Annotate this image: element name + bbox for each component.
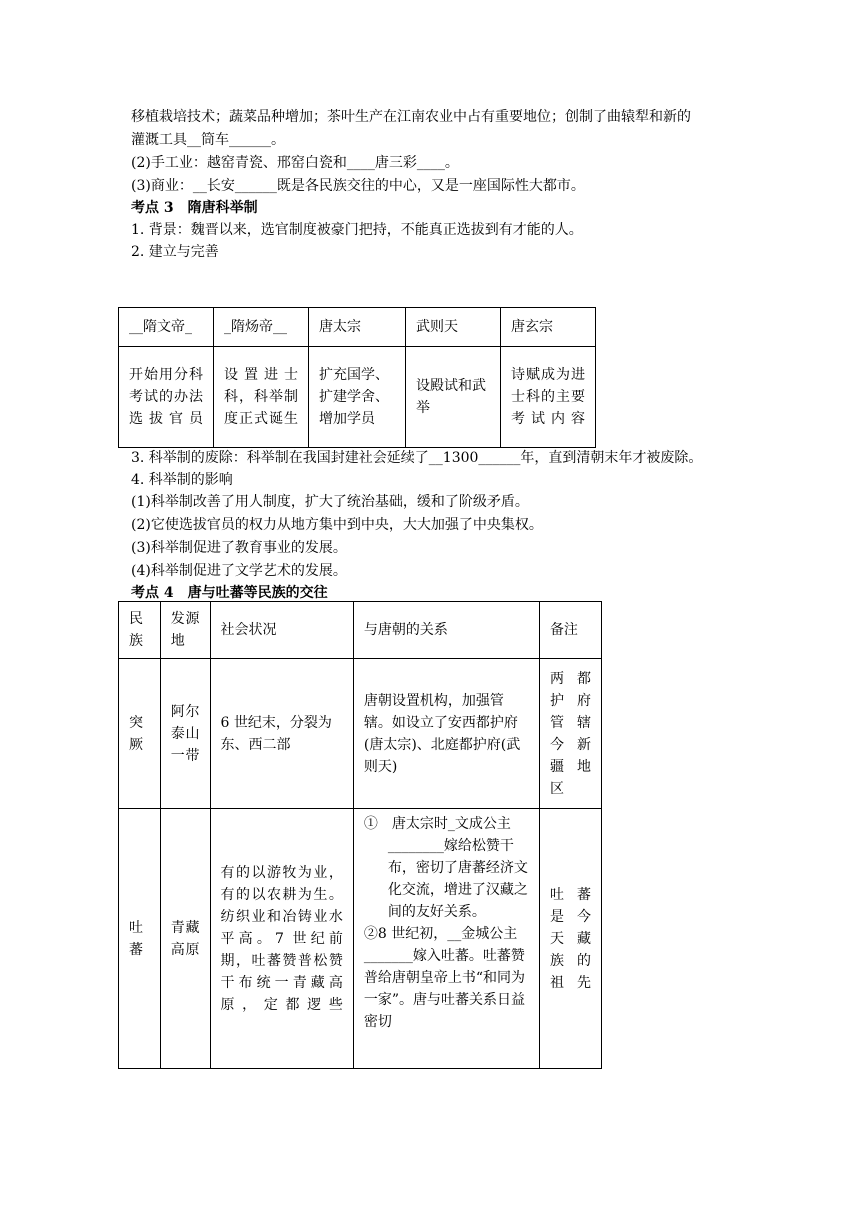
- table-cell: [353, 809, 539, 1069]
- table-cell: 设殿试和武举: [406, 347, 501, 448]
- table-cell: 突厥: [119, 659, 161, 809]
- table-cell: 有的以游牧为业，有的以农耕为生。纺织业和冶铸业水平高。7 世纪前期，吐蕃赞普松赞干布统一青藏高原，定都逻些: [210, 809, 353, 1069]
- table-cell: 唐朝设置机构，加强管辖。如设立了安西都护府(唐太宗)、北庭都护府(武则天): [353, 659, 539, 809]
- table-header-cell: 备注: [539, 602, 601, 659]
- table-header-cell: 发源地: [160, 602, 210, 659]
- table-header-cell: 与唐朝的关系: [353, 602, 539, 659]
- table-cell: 青藏高原: [160, 809, 210, 1069]
- table-header-cell: 唐玄宗: [501, 308, 596, 347]
- table-cell: 开始用分科考试的办法选拔官员: [119, 347, 214, 448]
- table-header-cell: _隋炀帝__: [214, 308, 309, 347]
- text-line: 移植栽培技术；蔬菜品种增加；茶叶生产在江南农业中占有重要地位；创制了曲辕犁和新的: [131, 109, 691, 125]
- text-line: (1)科举制改善了用人制度，扩大了统治基础，缓和了阶级矛盾。: [131, 494, 529, 510]
- text-line: 4. 科举制的影响: [131, 472, 233, 488]
- text-line: (3)科举制促进了教育事业的发展。: [131, 540, 347, 556]
- ethnic-relations-table: [118, 601, 602, 1069]
- table-cell: 设置进士科，科举制度正式诞生: [214, 347, 309, 448]
- section-heading: 考点 3 隋唐科举制: [131, 200, 258, 216]
- text-line: (2)手工业：越窑青瓷、邢窑白瓷和____唐三彩____。: [131, 155, 459, 171]
- text-line: 1. 背景：魏晋以来，选官制度被豪门把持，不能真正选拔到有才能的人。: [131, 222, 583, 238]
- section-heading: 考点 4 唐与吐蕃等民族的交往: [131, 585, 328, 601]
- table-cell: 吐蕃是今天藏族的祖先: [539, 809, 601, 1069]
- text-line: 3. 科举制的废除：科举制在我国封建社会延续了__1300______年，直到清朝末年才被废除。: [131, 450, 703, 466]
- emperor-table: [118, 307, 596, 448]
- relation-item: ① 唐太宗时_文成公主________嫁给松赞干布，密切了唐蕃经济文化交流，增进了汉藏之间的友好关系。: [363, 816, 528, 920]
- text-line: (4)科举制促进了文学艺术的发展。: [131, 563, 347, 579]
- table-header-cell: 唐太宗: [309, 308, 406, 347]
- table-cell: 扩充国学、扩建学舍、增加学员: [309, 347, 406, 448]
- table-header-cell: __隋文帝_: [119, 308, 214, 347]
- table-cell: 6 世纪末，分裂为东、西二部: [210, 659, 353, 809]
- table-header-cell: 民族: [119, 602, 161, 659]
- table-cell: 阿尔泰山一带: [160, 659, 210, 809]
- text-line: (2)它使选拔官员的权力从地方集中到中央，大大加强了中央集权。: [131, 517, 543, 533]
- table-header-cell: 武则天: [406, 308, 501, 347]
- table-cell: 两都护府管辖今新疆地区: [539, 659, 601, 809]
- text-line: 2. 建立与完善: [131, 244, 219, 260]
- text-line: (3)商业：__长安______既是各民族交往的中心，又是一座国际性大都市。: [131, 178, 585, 194]
- table-cell: 吐蕃: [119, 809, 161, 1069]
- relation-item: ②8 世纪初，__金城公主_______嫁入吐蕃。吐蕃赞普给唐朝皇帝上书“和同为一家”。唐与吐蕃关系日益密切: [363, 926, 526, 1030]
- table-header-cell: 社会状况: [210, 602, 353, 659]
- table-cell: 诗赋成为进士科的主要考试内容: [501, 347, 596, 448]
- text-line: 灌溉工具__筒车______。: [131, 132, 285, 148]
